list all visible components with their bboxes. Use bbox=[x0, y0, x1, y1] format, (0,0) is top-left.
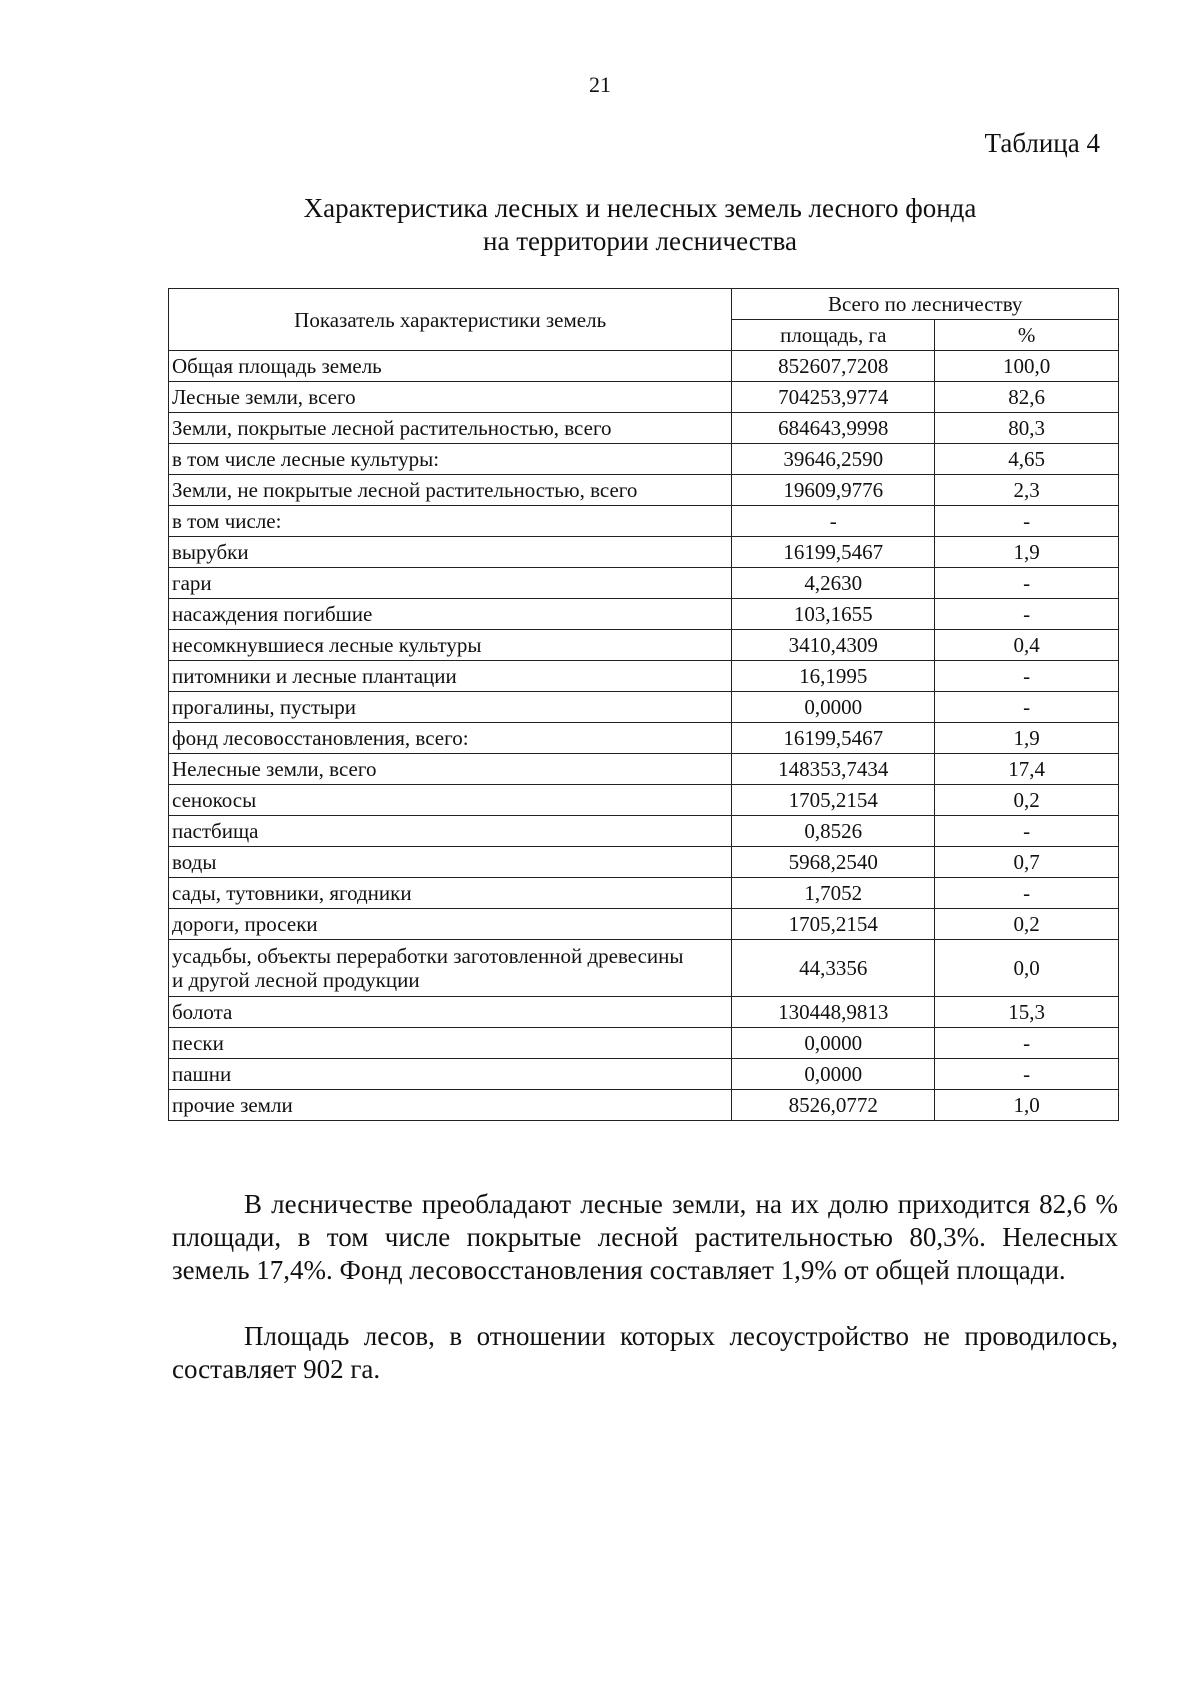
row-percent-value: - bbox=[935, 816, 1119, 847]
row-area-value: 16199,5467 bbox=[732, 723, 935, 754]
row-indicator-name-line: в том числе лесные культуры: bbox=[172, 447, 440, 471]
row-area-value: 39646,2590 bbox=[732, 444, 935, 475]
row-area-value: 19609,9776 bbox=[732, 475, 935, 506]
row-indicator-name-line: насаждения погибшие bbox=[172, 602, 373, 626]
row-area-value: 1,7052 bbox=[732, 878, 935, 909]
table-row bbox=[169, 754, 1119, 785]
table-row bbox=[169, 847, 1119, 878]
row-area-value: 0,0000 bbox=[732, 692, 935, 723]
row-percent-value: 1,9 bbox=[935, 723, 1119, 754]
row-indicator-name-line: дороги, просеки bbox=[172, 912, 318, 936]
row-area-value: 704253,9774 bbox=[732, 382, 935, 413]
table-row bbox=[169, 723, 1119, 754]
row-indicator-name bbox=[169, 785, 732, 816]
row-indicator-name bbox=[169, 1059, 732, 1090]
table-row bbox=[169, 878, 1119, 909]
row-indicator-name-line: сады, тутовники, ягодники bbox=[172, 881, 412, 905]
table-row bbox=[169, 940, 1119, 997]
row-percent-value: - bbox=[935, 599, 1119, 630]
row-indicator-name bbox=[169, 878, 732, 909]
row-percent-value: 1,9 bbox=[935, 537, 1119, 568]
row-indicator-name-line: прогалины, пустыри bbox=[172, 695, 357, 719]
row-area-value: - bbox=[732, 506, 935, 537]
table-label: Таблица 4 bbox=[984, 128, 1100, 158]
row-indicator-name bbox=[169, 475, 732, 506]
row-indicator-name-line: болота bbox=[172, 1000, 233, 1024]
row-area-value: 3410,4309 bbox=[732, 630, 935, 661]
row-indicator-name bbox=[169, 661, 732, 692]
table-row bbox=[169, 413, 1119, 444]
row-indicator-name-line: в том числе: bbox=[172, 509, 282, 533]
table-row bbox=[169, 537, 1119, 568]
row-percent-value: - bbox=[935, 1028, 1119, 1059]
header-percent: % bbox=[935, 320, 1119, 351]
row-area-value: 148353,7434 bbox=[732, 754, 935, 785]
row-indicator-name bbox=[169, 754, 732, 785]
row-percent-value: - bbox=[935, 506, 1119, 537]
row-indicator-name-line: и другой лесной продукции bbox=[172, 968, 420, 992]
table-row bbox=[169, 785, 1119, 816]
row-indicator-name bbox=[169, 444, 732, 475]
table-row bbox=[169, 444, 1119, 475]
table-row bbox=[169, 1059, 1119, 1090]
table-row bbox=[169, 997, 1119, 1028]
row-percent-value: - bbox=[935, 568, 1119, 599]
row-indicator-name bbox=[169, 413, 732, 444]
row-indicator-name-line: сенокосы bbox=[172, 788, 257, 812]
row-percent-value: 4,65 bbox=[935, 444, 1119, 475]
header-indicator: Показатель характеристики земель bbox=[169, 289, 732, 351]
paragraph-unsurveyed-forest: Площадь лесов, в отношении которых лесоустройство не проводилось, составляет 902 га. bbox=[172, 1321, 1118, 1384]
table-row bbox=[169, 382, 1119, 413]
row-percent-value: 0,4 bbox=[935, 630, 1119, 661]
row-area-value: 130448,9813 bbox=[732, 997, 935, 1028]
row-area-value: 103,1655 bbox=[732, 599, 935, 630]
row-area-value: 0,0000 bbox=[732, 1028, 935, 1059]
row-percent-value: 80,3 bbox=[935, 413, 1119, 444]
row-indicator-name-line: фонд лесовосстановления, всего: bbox=[172, 726, 469, 750]
table-row bbox=[169, 661, 1119, 692]
header-area: площадь, га bbox=[732, 320, 935, 351]
row-percent-value: 0,7 bbox=[935, 847, 1119, 878]
paragraph-summary: В лесничестве преобладают лесные земли, на их долю приходится 82,6 % площади, в том числе покрытые лесной растительностью 80,3%. Нелесных земель 17,4%. Фонд лесовосстановления составляет 1,9% от общей площади. bbox=[172, 1189, 1118, 1285]
row-indicator-name-line: питомники и лесные плантации bbox=[172, 664, 457, 688]
row-area-value: 1705,2154 bbox=[732, 785, 935, 816]
page-number: 21 bbox=[589, 72, 611, 97]
table-row bbox=[169, 816, 1119, 847]
row-area-value: 44,3356 bbox=[732, 940, 935, 997]
row-area-value: 0,8526 bbox=[732, 816, 935, 847]
row-percent-value: 2,3 bbox=[935, 475, 1119, 506]
row-indicator-name bbox=[169, 630, 732, 661]
row-indicator-name bbox=[169, 940, 732, 997]
row-indicator-name-line: прочие земли bbox=[172, 1093, 293, 1117]
row-percent-value: 1,0 bbox=[935, 1090, 1119, 1121]
table-row bbox=[169, 692, 1119, 723]
table-body bbox=[169, 351, 1119, 1121]
row-indicator-name-line: гари bbox=[172, 571, 212, 595]
table-row bbox=[169, 475, 1119, 506]
row-area-value: 1705,2154 bbox=[732, 909, 935, 940]
row-indicator-name bbox=[169, 1028, 732, 1059]
row-percent-value: - bbox=[935, 1059, 1119, 1090]
row-indicator-name-line: Земли, не покрытые лесной растительностью, всего bbox=[172, 478, 638, 502]
row-indicator-name bbox=[169, 816, 732, 847]
row-indicator-name-line: воды bbox=[172, 850, 217, 874]
row-percent-value: - bbox=[935, 692, 1119, 723]
row-indicator-name bbox=[169, 692, 732, 723]
row-indicator-name bbox=[169, 537, 732, 568]
table-row bbox=[169, 506, 1119, 537]
table-title-line-1: Характеристика лесных и нелесных земель лесного фонда bbox=[303, 193, 977, 223]
row-indicator-name-line: пески bbox=[172, 1031, 224, 1055]
row-indicator-name bbox=[169, 1090, 732, 1121]
table-row bbox=[169, 568, 1119, 599]
row-area-value: 5968,2540 bbox=[732, 847, 935, 878]
row-indicator-name bbox=[169, 382, 732, 413]
row-percent-value: 15,3 bbox=[935, 997, 1119, 1028]
row-area-value: 852607,7208 bbox=[732, 351, 935, 382]
table-title-line-2: на территории лесничества bbox=[483, 226, 797, 256]
row-indicator-name-line: усадьбы, объекты переработки заготовленной древесины bbox=[172, 944, 684, 968]
table-row bbox=[169, 599, 1119, 630]
row-percent-value: 82,6 bbox=[935, 382, 1119, 413]
row-percent-value: 0,2 bbox=[935, 785, 1119, 816]
row-indicator-name-line: Земли, покрытые лесной растительностью, всего bbox=[172, 416, 612, 440]
row-indicator-name bbox=[169, 506, 732, 537]
row-percent-value: - bbox=[935, 878, 1119, 909]
row-percent-value: - bbox=[935, 661, 1119, 692]
table-row bbox=[169, 1028, 1119, 1059]
table-row bbox=[169, 351, 1119, 382]
header-forestry-total: Всего по лесничеству bbox=[732, 289, 1119, 320]
row-percent-value: 0,2 bbox=[935, 909, 1119, 940]
row-area-value: 16,1995 bbox=[732, 661, 935, 692]
row-area-value: 684643,9998 bbox=[732, 413, 935, 444]
row-indicator-name-line: вырубки bbox=[172, 540, 249, 564]
row-indicator-name-line: пашни bbox=[172, 1062, 232, 1086]
row-indicator-name bbox=[169, 351, 732, 382]
row-area-value: 16199,5467 bbox=[732, 537, 935, 568]
row-area-value: 0,0000 bbox=[732, 1059, 935, 1090]
row-indicator-name-line: Общая площадь земель bbox=[172, 354, 382, 378]
row-percent-value: 0,0 bbox=[935, 940, 1119, 997]
table-row bbox=[169, 909, 1119, 940]
row-area-value: 4,2630 bbox=[732, 568, 935, 599]
row-indicator-name bbox=[169, 568, 732, 599]
row-percent-value: 17,4 bbox=[935, 754, 1119, 785]
land-characteristics-table bbox=[168, 288, 1119, 1121]
row-indicator-name bbox=[169, 909, 732, 940]
row-indicator-name bbox=[169, 723, 732, 754]
row-indicator-name-line: пастбища bbox=[172, 819, 259, 843]
row-indicator-name bbox=[169, 847, 732, 878]
table-title bbox=[160, 192, 1120, 258]
row-area-value: 8526,0772 bbox=[732, 1090, 935, 1121]
table-row bbox=[169, 630, 1119, 661]
row-indicator-name-line: Нелесные земли, всего bbox=[172, 757, 377, 781]
row-percent-value: 100,0 bbox=[935, 351, 1119, 382]
table-row bbox=[169, 1090, 1119, 1121]
row-indicator-name-line: несомкнувшиеся лесные культуры bbox=[172, 633, 482, 657]
row-indicator-name-line: Лесные земли, всего bbox=[172, 385, 356, 409]
row-indicator-name bbox=[169, 599, 732, 630]
row-indicator-name bbox=[169, 997, 732, 1028]
